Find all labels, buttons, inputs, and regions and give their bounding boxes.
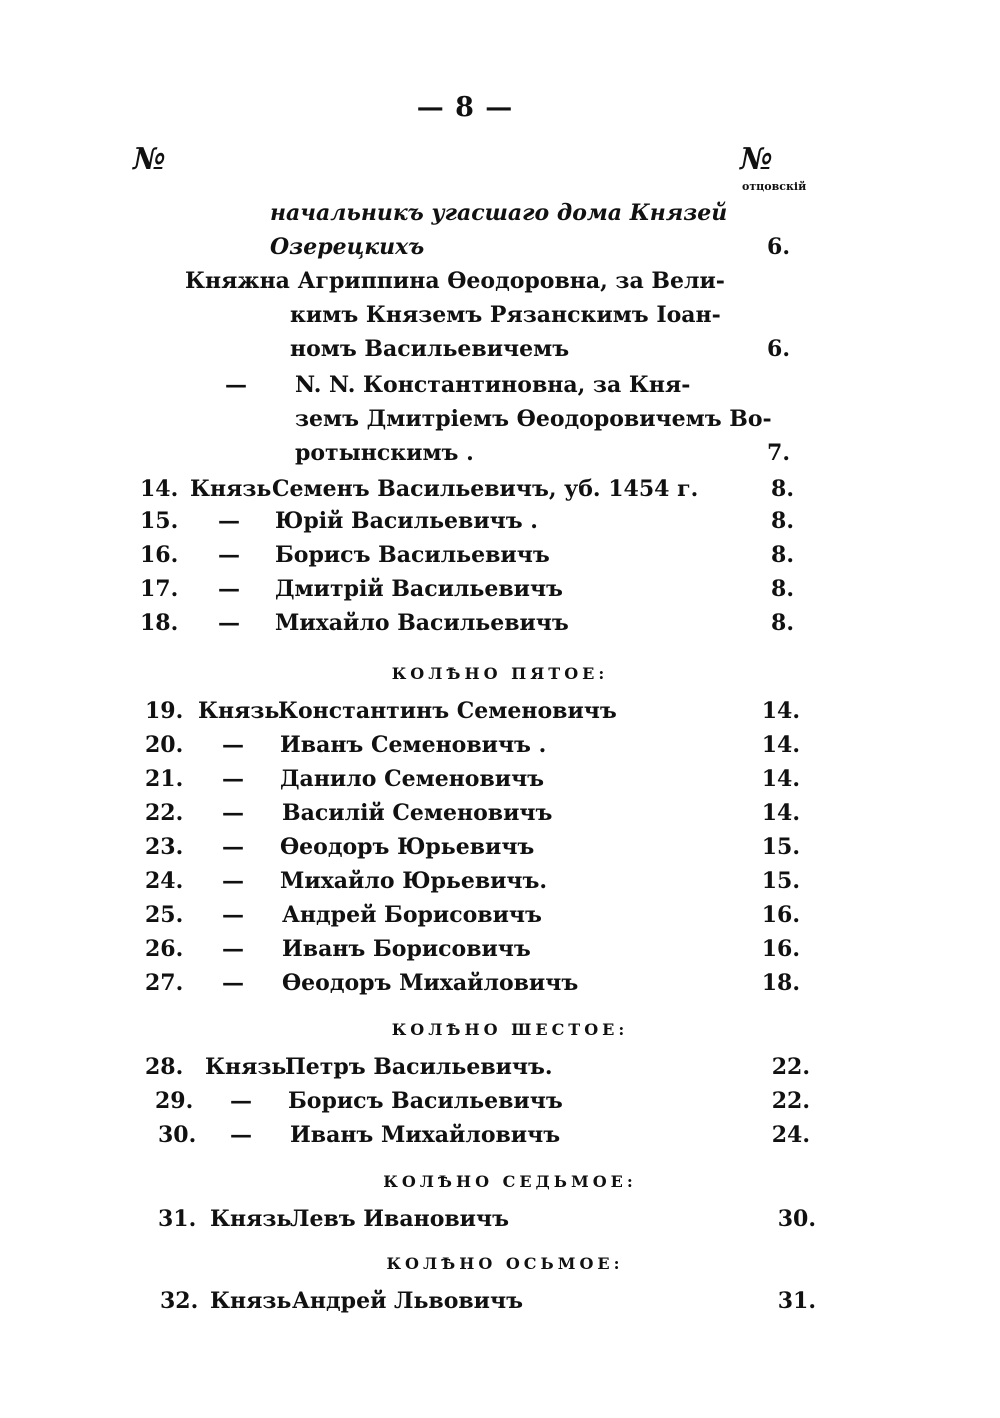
entry-number: 17. xyxy=(140,576,179,602)
entry-dash: — xyxy=(222,732,244,758)
entry-number: 32. xyxy=(160,1288,199,1314)
section-heading-sixth: КОЛѢНО ШЕСТОЕ: xyxy=(391,1020,629,1039)
entry-dash: — xyxy=(218,576,240,602)
princess-1-line-1: Княжна Агриппина Өеодоровна, за Вели- xyxy=(185,268,725,294)
entry-dash: — xyxy=(222,902,244,928)
entry-number: 26. xyxy=(145,936,184,962)
entry-ref: 8. xyxy=(771,576,794,602)
entry-dash: — xyxy=(222,970,244,996)
entry-name: Петръ Васильевичъ. xyxy=(285,1054,553,1080)
entry-name: Борисъ Васильевичъ xyxy=(275,542,550,568)
entry-title: Князь xyxy=(210,1206,292,1232)
princess-2-dash: — xyxy=(225,372,247,398)
page-number: — 8 — xyxy=(416,92,514,123)
intro-line-2: Озерецкихъ xyxy=(270,234,425,260)
entry-name: Константинъ Семеновичъ xyxy=(278,698,617,724)
entry-ref: 14. xyxy=(761,732,800,758)
entry-ref: 24. xyxy=(771,1122,810,1148)
princess-2-ref: 7. xyxy=(767,440,790,466)
entry-number: 15. xyxy=(140,508,179,534)
entry-dash: — xyxy=(230,1122,252,1148)
entry-ref: 14. xyxy=(761,766,800,792)
entry-title: Князь xyxy=(198,698,280,724)
entry-ref: 8. xyxy=(771,508,794,534)
section-heading-fifth: КОЛѢНО ПЯТОЕ: xyxy=(391,664,609,683)
right-subheading: отцовскій xyxy=(742,180,807,193)
entry-ref: 8. xyxy=(771,610,794,636)
entry-number: 19. xyxy=(145,698,184,724)
princess-1-line-2: кимъ Княземъ Рязанскимъ Іоан- xyxy=(290,302,721,328)
entry-ref: 14. xyxy=(761,698,800,724)
entry-dash: — xyxy=(222,766,244,792)
entry-ref: 22. xyxy=(771,1054,810,1080)
entry-title: Князь xyxy=(190,476,272,502)
entry-ref: 16. xyxy=(761,936,800,962)
entry-number: 31. xyxy=(158,1206,197,1232)
entry-number: 24. xyxy=(145,868,184,894)
entry-number: 14. xyxy=(140,476,179,502)
princess-2-line-2: земъ Дмитріемъ Өеодоровичемъ Во- xyxy=(295,406,772,432)
section-heading-seventh: КОЛѢНО СЕДЬМОЕ: xyxy=(383,1172,637,1191)
entry-name: Юрій Васильевичъ . xyxy=(275,508,538,534)
entry-name: Иванъ Борисовичъ xyxy=(282,936,531,962)
entry-name: Семенъ Васильевичъ, уб. 1454 г. xyxy=(272,476,699,502)
entry-ref: 14. xyxy=(761,800,800,826)
entry-ref: 30. xyxy=(777,1206,816,1232)
entry-name: Михайло Юрьевичъ. xyxy=(280,868,548,894)
entry-number: 21. xyxy=(145,766,184,792)
entry-name: Михайло Васильевичъ xyxy=(275,610,569,636)
princess-1-line-3: номъ Васильевичемъ xyxy=(290,336,570,362)
entry-dash: — xyxy=(218,542,240,568)
entry-number: 18. xyxy=(140,610,179,636)
entry-name: Борисъ Васильевичъ xyxy=(288,1088,563,1114)
entry-dash: — xyxy=(230,1088,252,1114)
entry-ref: 15. xyxy=(761,868,800,894)
entry-name: Иванъ Семеновичъ . xyxy=(280,732,547,758)
entry-ref: 16. xyxy=(761,902,800,928)
entry-name: Дмитрій Васильевичъ xyxy=(275,576,563,602)
entry-name: Өеодоръ Юрьевичъ xyxy=(280,834,535,860)
entry-dash: — xyxy=(222,834,244,860)
entry-name: Данило Семеновичъ xyxy=(280,766,545,792)
entry-dash: — xyxy=(222,868,244,894)
entry-number: 28. xyxy=(145,1054,184,1080)
right-number-heading: № xyxy=(740,142,773,177)
entry-name: Андрей Львовичъ xyxy=(292,1288,523,1314)
entry-number: 16. xyxy=(140,542,179,568)
princess-1-ref: 6. xyxy=(767,336,790,362)
entry-ref: 15. xyxy=(761,834,800,860)
intro-line-1: начальникъ угасшаго дома Князей xyxy=(270,200,728,226)
entry-dash: — xyxy=(218,610,240,636)
entry-title: Князь xyxy=(205,1054,287,1080)
entry-name: Өеодоръ Михайловичъ xyxy=(282,970,579,996)
entry-number: 29. xyxy=(155,1088,194,1114)
entry-ref: 8. xyxy=(771,476,794,502)
entry-number: 30. xyxy=(158,1122,197,1148)
entry-dash: — xyxy=(222,936,244,962)
entry-ref: 31. xyxy=(777,1288,816,1314)
entry-name: Василій Семеновичъ xyxy=(282,800,553,826)
entry-ref: 18. xyxy=(761,970,800,996)
entry-number: 27. xyxy=(145,970,184,996)
entry-title: Князь xyxy=(210,1288,292,1314)
princess-2-line-1: N. N. Константиновна, за Кня- xyxy=(295,372,691,398)
section-heading-eighth: КОЛѢНО ОСЬМОЕ: xyxy=(386,1254,624,1273)
left-number-heading: № xyxy=(133,142,166,177)
princess-2-line-3: ротынскимъ . xyxy=(295,440,474,466)
entry-number: 25. xyxy=(145,902,184,928)
entry-name: Левъ Ивановичъ xyxy=(290,1206,509,1232)
intro-ref: 6. xyxy=(767,234,790,260)
entry-name: Иванъ Михайловичъ xyxy=(290,1122,561,1148)
entry-ref: 22. xyxy=(771,1088,810,1114)
entry-dash: — xyxy=(222,800,244,826)
entry-number: 23. xyxy=(145,834,184,860)
entry-name: Андрей Борисовичъ xyxy=(282,902,542,928)
entry-number: 20. xyxy=(145,732,184,758)
entry-number: 22. xyxy=(145,800,184,826)
entry-ref: 8. xyxy=(771,542,794,568)
entry-dash: — xyxy=(218,508,240,534)
